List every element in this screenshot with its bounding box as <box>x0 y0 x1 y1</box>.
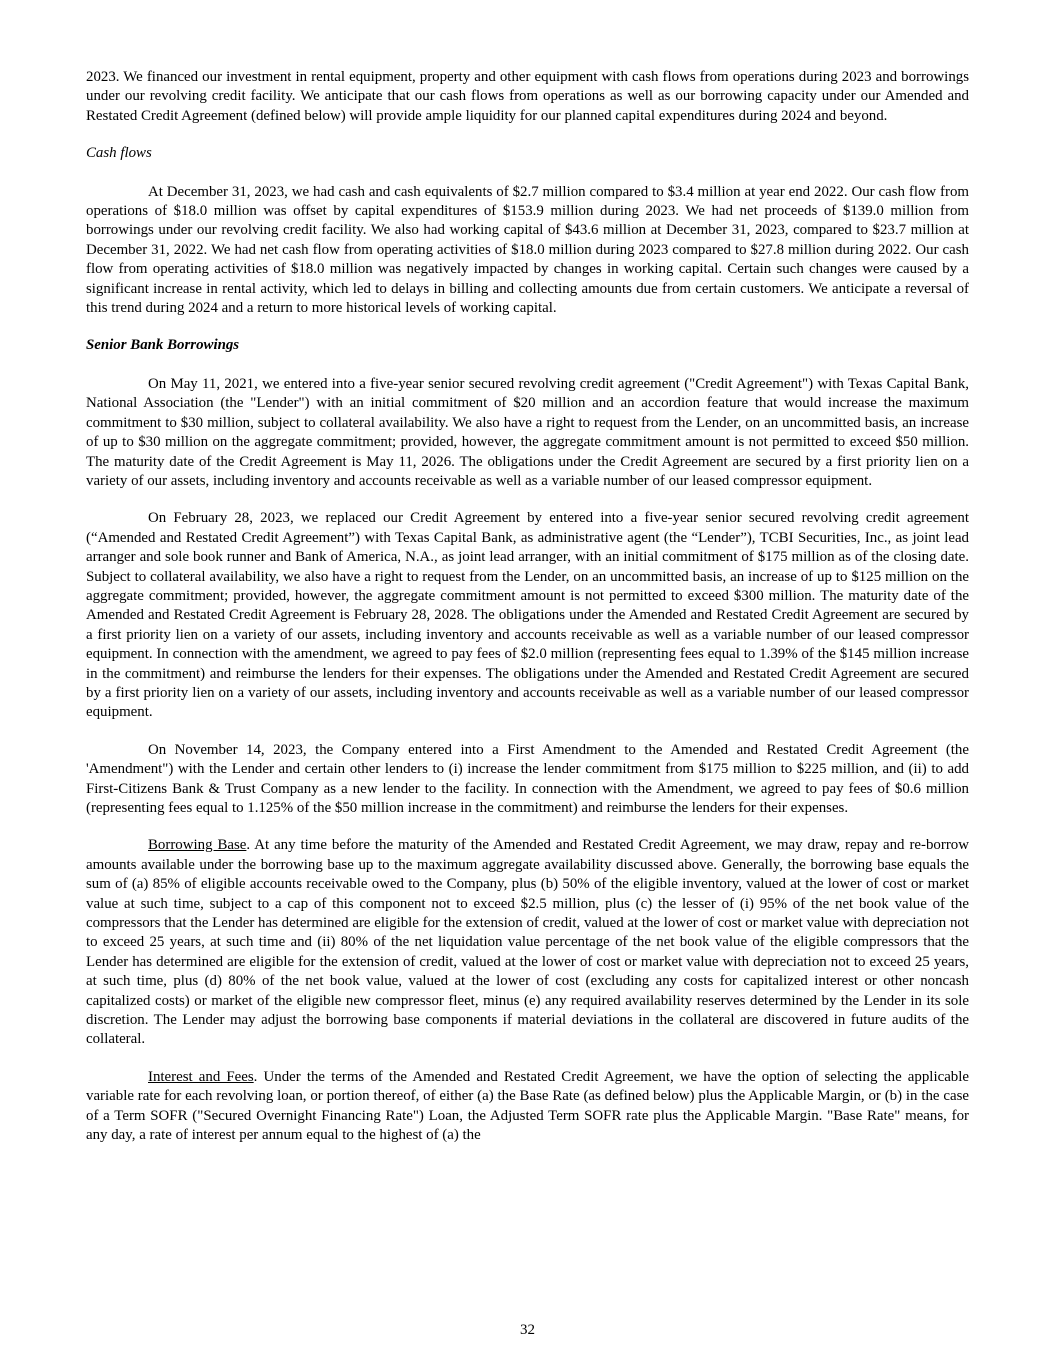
document-page <box>86 68 969 1164</box>
interest-and-fees-title: Interest and Fees <box>148 1068 254 1085</box>
cash-flows-paragraph: At December 31, 2023, we had cash and cash equivalents of $2.7 million compared to $3.4 million at year end 2022. Our cash flow from operations of $18.0 million was offset by capital expenditures of $153.9 million during 2023. We had net proceeds of $139.0 million from borrowings under our revolving credit facility. We also had working capital of $43.6 million at December 31, 2023, compared to $23.7 million at December 31, 2022. We had net cash flow from operating activities of $18.0 million during 2023 compared to $27.8 million during 2022. Our cash flow from operating activities of $18.0 million was negatively impacted by changes in working capital. Certain such changes were caused by a significant increase in rental activity, which led to delays in billing and collecting amounts due from certain customers. We anticipate a reversal of this trend during 2024 and a return to more historical levels of working capital. <box>86 183 969 317</box>
interest-and-fees-paragraph <box>86 1068 969 1146</box>
borrowing-base-text: . At any time before the maturity of the Amended and Restated Credit Agreement, we may draw, repay and re-borrow amounts available under the borrowing base up to the maximum aggregate availability discussed above. Generally, the borrowing base equals the sum of (a) 85% of eligible accounts receivable owed to the Company, plus (b) 50% of the eligible inventory, valued at the lower of cost or market value at such time, subject to a cap of this component not to exceed $2.5 million, plus (c) the lesser of (i) 95% of the net book value of the compressors that the Lender has determined are eligible for the extension of credit, valued at the lower of cost or market value with depreciation not to exceed 25 years, at such time and (ii) 80% of the net liquidation value percentage of the net book value of the eligible compressors that the Lender has determined are eligible for the extension of credit, valued at the lower of cost or market value with depreciation not to exceed 25 years, at such time, plus (d) 80% of the net book value, valued at the lower of cost (excluding any costs for capitalized interest or other noncash capitalized costs) or market of the eligible new compressor fleet, minus (e) any required availability reserves determined by the Lender in its sole discretion. The Lender may adjust the borrowing base components if material deviations in the collateral are discovered in future audits of the collateral. <box>86 837 969 1048</box>
borrowing-base-title: Borrowing Base <box>148 837 247 854</box>
page-number: 32 <box>520 1322 535 1338</box>
cash-flows-heading <box>86 144 969 163</box>
senior-bank-borrowings-heading <box>86 336 969 355</box>
continuation-paragraph: 2023. We financed our investment in rental equipment, property and other equipment with cash flows from operations during 2023 and borrowings under our revolving credit facility. We anticipate that our cash flows from operations as well as our borrowing capacity under our Amended and Restated Credit Agreement (defined below) will provide ample liquidity for our planned capital expenditures during 2024 and beyond. <box>86 69 969 124</box>
senior-bank-borrowings-heading-text: Senior Bank Borrowings <box>86 337 240 354</box>
cash-flows-heading-text: Cash flows <box>86 145 152 162</box>
borrowing-base-paragraph <box>86 836 969 1049</box>
amended-credit-agreement-paragraph: On February 28, 2023, we replaced our Credit Agreement by entered into a five-year senior secured revolving credit agreement (“Amended and Restated Credit Agreement”) with Texas Capital Bank, as administrative agent (the “Lender”), TCBI Securities, Inc., as joint lead arranger and sole book runner and Bank of America, N.A., as joint lead arranger, with an initial commitment of $175 million as of the closing date. Subject to collateral availability, we also have a right to request from the Lender, on an uncommitted basis, an increase of up to $125 million on the aggregate commitment; provided, however, the aggregate commitment amount is not permitted to exceed $300 million. The maturity date of the Amended and Restated Credit Agreement is February 28, 2028. The obligations under the Amended and Restated Credit Agreement are secured by a first priority lien on a variety of our assets, including inventory and accounts receivable as well as a variable number of our leased compressor equipment. In connection with the amendment, we agreed to pay fees of $2.0 million (representing fees equal to 1.39% of the $145 million increase in the commitment) and reimburse the lenders for their expenses. The obligations under the Amended and Restated Credit Agreement are secured by a first priority lien on a variety of our assets, including inventory and accounts receivable as well as a variable number of our leased compressor equipment. <box>86 510 969 721</box>
credit-agreement-paragraph: On May 11, 2021, we entered into a five-year senior secured revolving credit agreement ("Credit Agreement") with Texas Capital Bank, National Association (the "Lender") with an initial commitment of $20 million and an accordion feature that would increase the maximum commitment to $30 million, subject to collateral availability. We also have a right to request from the Lender, on an uncommitted basis, an increase of up to $30 million on the aggregate commitment; provided, however, the aggregate commitment amount is not permitted to exceed $50 million. The maturity date of the Credit Agreement is May 11, 2026. The obligations under the Credit Agreement are secured by a first priority lien on a variety of our assets, including inventory and accounts receivable as well as a variable number of our leased compressor equipment. <box>86 375 969 489</box>
interest-and-fees-text: . Under the terms of the Amended and Restated Credit Agreement, we have the option of selecting the applicable variable rate for each revolving loan, or portion thereof, of either (a) the Base Rate (as defined below) plus the Applicable Margin, or (b) in the case of a Term SOFR ("Secured Overnight Financing Rate") Loan, the Adjusted Term SOFR rate plus the Applicable Margin. "Base Rate" means, for any day, a rate of interest per annum equal to the highest of (a) the <box>86 1068 969 1144</box>
first-amendment-paragraph: On November 14, 2023, the Company entered into a First Amendment to the Amended and Restated Credit Agreement (the 'Amendment") with the Lender and certain other lenders to (i) increase the lender commitment from $175 million to $225 million, and (ii) to add First-Citizens Bank & Trust Company as a new lender to the facility. In connection with the Amendment, we agreed to pay fees of $0.6 million (representing fees equal to 1.125% of the $50 million increase in the commitment) and reimburse the lenders for their expenses. <box>86 741 969 816</box>
